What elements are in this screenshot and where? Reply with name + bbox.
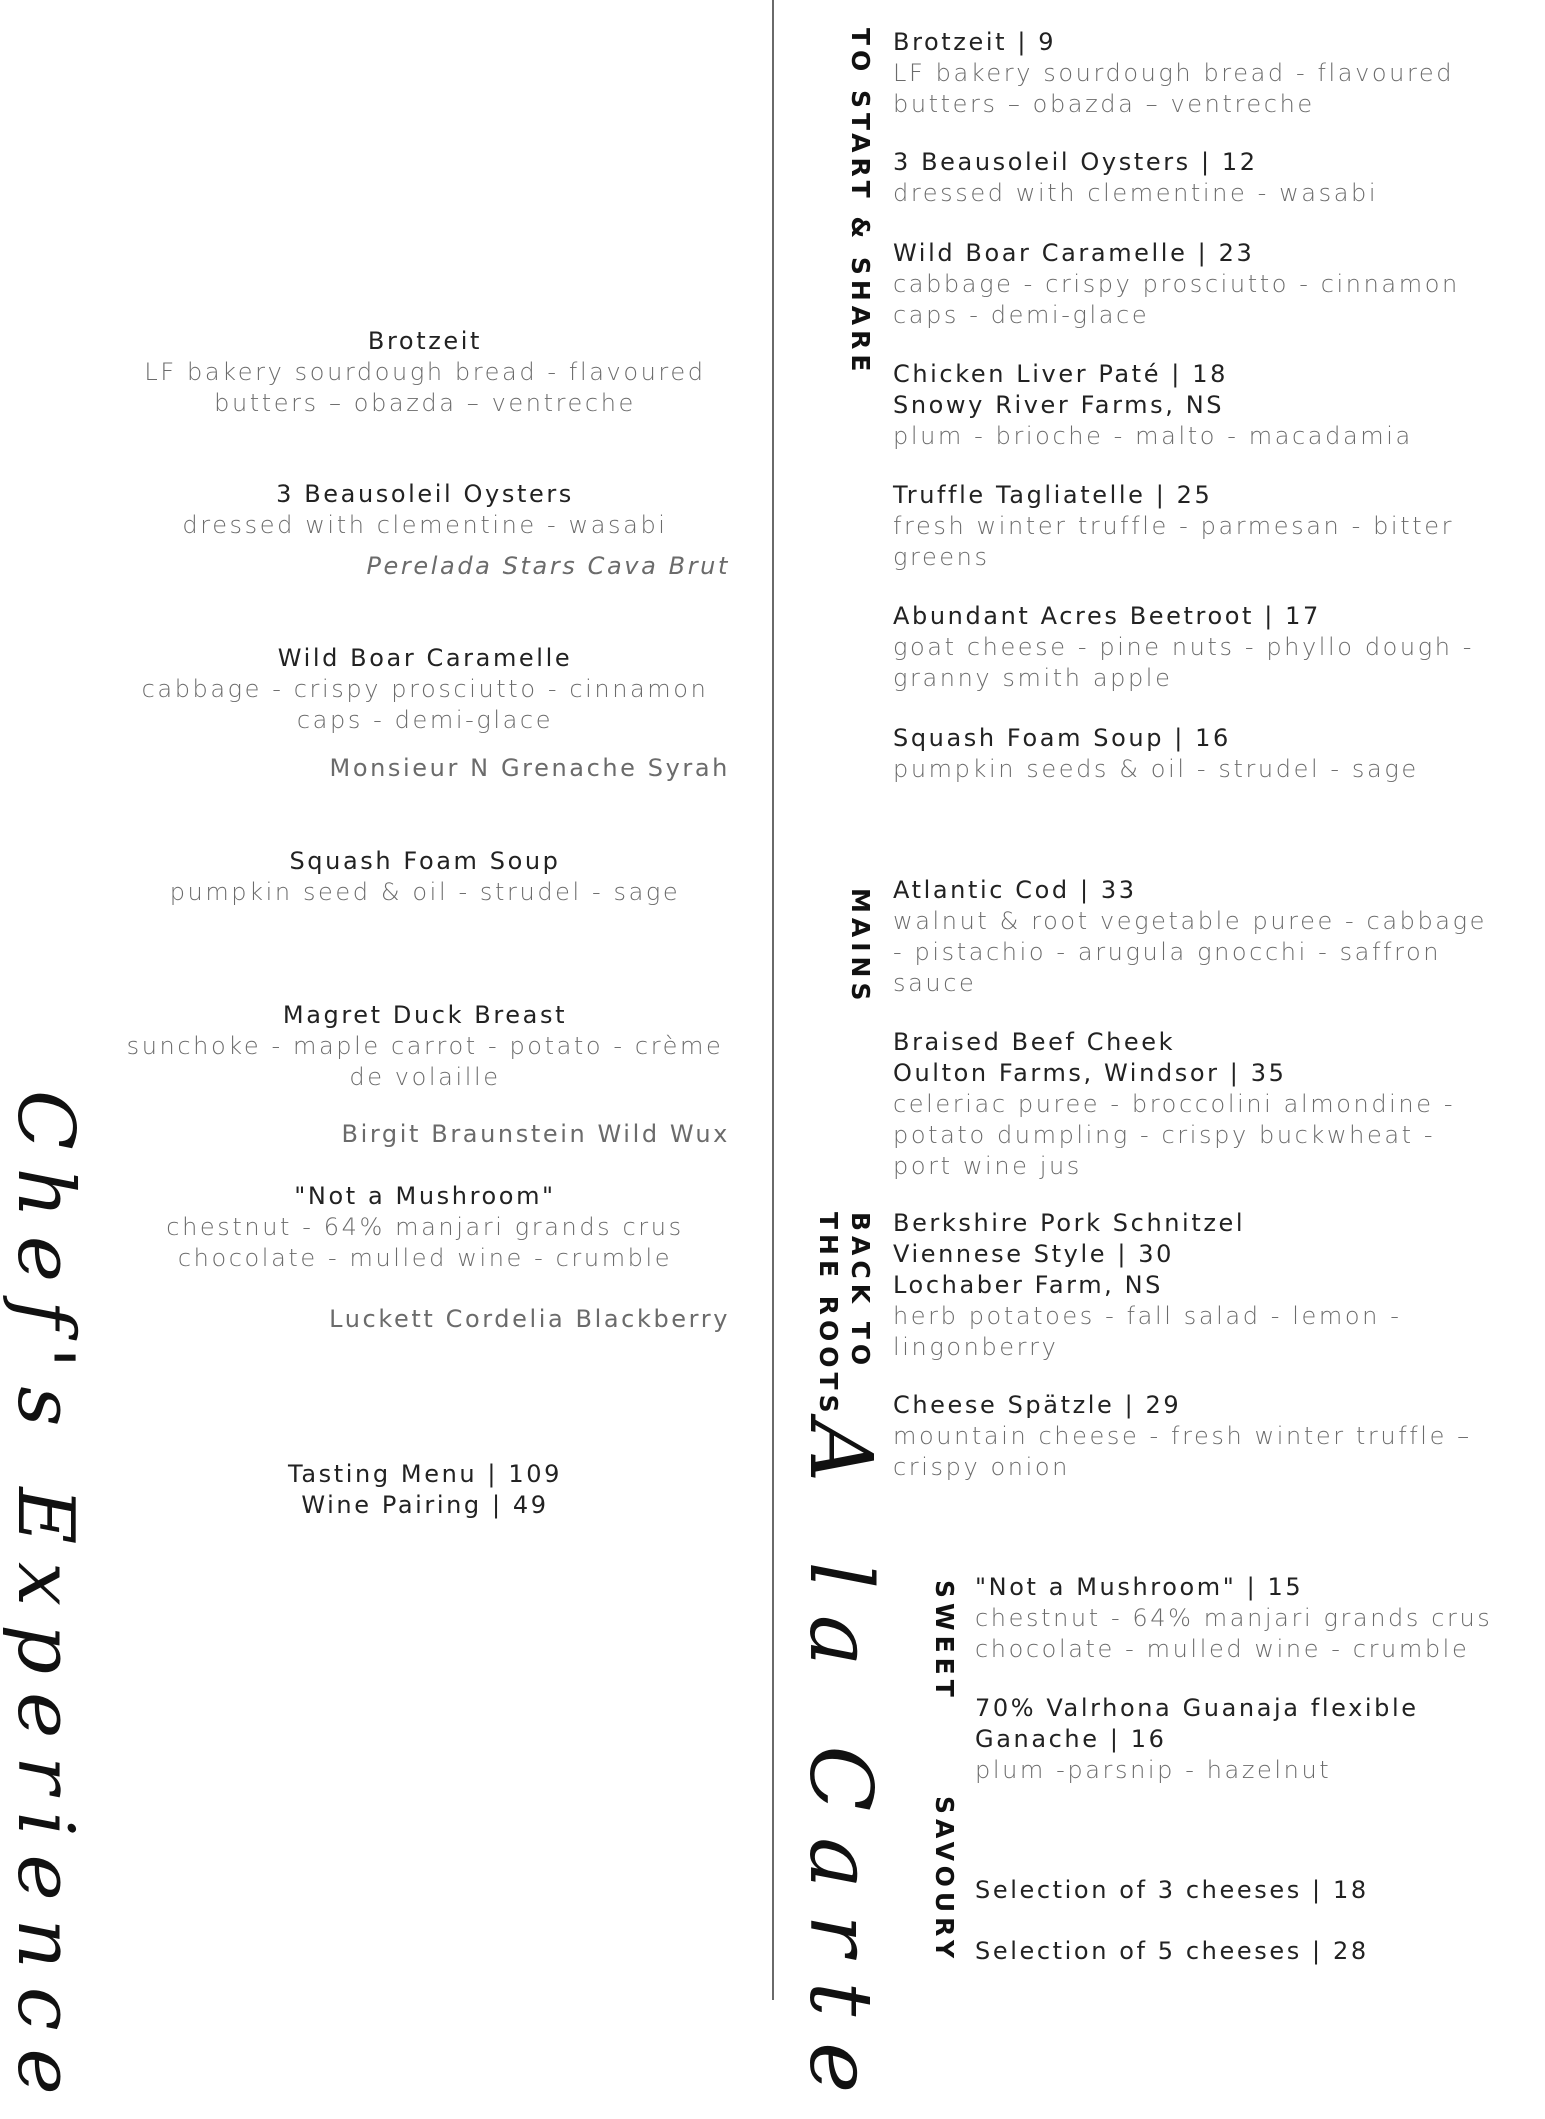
item-name: Truffle Tagliatelle | 25 [893, 481, 1213, 509]
menu-item-3-cheeses [975, 1875, 1545, 1906]
wine-pairing-duck: Birgit Braunstein Wild Wux [341, 1120, 730, 1148]
course-name: Wild Boar Caramelle [277, 644, 573, 672]
course-name: Squash Foam Soup [289, 847, 561, 875]
menu-item-wild-boar-caramelle [893, 238, 1493, 331]
item-name: Atlantic Cod | 33 [893, 876, 1137, 904]
item-desc-line: fresh winter truffle - parmesan - bitter [893, 512, 1455, 540]
item-name: Chicken Liver Paté | 18 [893, 360, 1228, 388]
tasting-course-brotzeit [120, 326, 730, 419]
course-desc-line: chestnut - 64% manjari grands crus [166, 1213, 684, 1241]
item-name: Berkshire Pork Schnitzel [893, 1209, 1246, 1237]
item-desc-line: pumpkin seeds & oil - strudel - sage [893, 755, 1419, 783]
item-name: Ganache | 16 [975, 1725, 1167, 1753]
course-name: Brotzeit [367, 327, 483, 355]
item-name: Viennese Style | 30 [893, 1240, 1174, 1268]
section-label-back-to-the-roots [812, 1212, 876, 1418]
item-name: Snowy River Farms, NS [893, 391, 1225, 419]
item-name: Cheese Spätzle | 29 [893, 1391, 1182, 1419]
menu-item-cheese-spatzle [893, 1390, 1493, 1483]
menu-item-beetroot [893, 601, 1493, 694]
item-desc-line: granny smith apple [893, 664, 1173, 692]
course-desc-line: dressed with clementine - wasabi [182, 511, 668, 539]
wine-pairing-dessert: Luckett Cordelia Blackberry [329, 1305, 730, 1333]
course-desc-line: sunchoke - maple carrot - potato - crème [126, 1032, 724, 1060]
menu-item-brotzeit [893, 27, 1493, 120]
section-label-line: BACK TO [846, 1212, 875, 1371]
section-label-mains: MAINS [846, 888, 875, 1006]
tasting-menu-price: Tasting Menu | 109 [288, 1460, 562, 1488]
item-desc-line: dressed with clementine - wasabi [893, 179, 1379, 207]
course-desc-line: butters – obazda – ventreche [214, 389, 636, 417]
menu-item-braised-beef-cheek [893, 1027, 1493, 1182]
item-desc-line: LF bakery sourdough bread - flavoured [893, 59, 1455, 87]
course-desc-line: de volaille [349, 1063, 501, 1091]
menu-item-chicken-liver-pate [893, 359, 1493, 452]
item-name: Abundant Acres Beetroot | 17 [893, 602, 1321, 630]
item-desc-line: mountain cheese - fresh winter truffle – [893, 1422, 1472, 1450]
menu-item-not-a-mushroom [975, 1572, 1545, 1665]
item-desc-line: celeriac puree - broccolini almondine - [893, 1090, 1456, 1118]
item-desc-line: chestnut - 64% manjari grands crus [975, 1604, 1493, 1632]
course-desc-line: LF bakery sourdough bread - flavoured [144, 358, 706, 386]
section-label-line: THE ROOTS [814, 1212, 843, 1418]
tasting-course-caramelle [120, 643, 730, 736]
item-desc-line: plum - brioche - malto - macadamia [893, 422, 1413, 450]
item-name: "Not a Mushroom" | 15 [975, 1573, 1304, 1601]
course-desc-line: chocolate - mulled wine - crumble [177, 1244, 673, 1272]
menu-item-oysters [893, 147, 1493, 209]
item-name: Lochaber Farm, NS [893, 1271, 1164, 1299]
column-divider [772, 0, 774, 2000]
item-name: Squash Foam Soup | 16 [893, 724, 1231, 752]
item-desc-line: herb potatoes - fall salad - lemon - [893, 1302, 1402, 1330]
item-desc-line: crispy onion [893, 1453, 1070, 1481]
item-name: Selection of 5 cheeses | 28 [975, 1937, 1369, 1965]
menu-item-atlantic-cod [893, 875, 1493, 999]
menu-item-truffle-tagliatelle [893, 480, 1493, 573]
tasting-course-oysters [120, 479, 730, 541]
a-la-carte-title: A la Carte [790, 1420, 890, 2119]
item-desc-line: caps - demi-glace [893, 301, 1150, 329]
item-name: Brotzeit | 9 [893, 28, 1057, 56]
section-label-savoury: SAVOURY [930, 1796, 959, 1964]
item-desc-line: butters – obazda – ventreche [893, 90, 1315, 118]
item-desc-line: goat cheese - pine nuts - phyllo dough - [893, 633, 1475, 661]
item-desc-line: cabbage - crispy prosciutto - cinnamon [893, 270, 1460, 298]
chefs-experience-title: Chef's Experience [0, 1090, 90, 2113]
course-desc-line: cabbage - crispy prosciutto - cinnamon [141, 675, 709, 703]
menu-item-5-cheeses [975, 1936, 1545, 1967]
item-desc-line: - pistachio - arugula gnocchi - saffron [893, 938, 1442, 966]
item-desc-line: plum -parsnip - hazelnut [975, 1756, 1332, 1784]
item-desc-line: port wine jus [893, 1152, 1082, 1180]
item-desc-line: potato dumpling - crispy buckwheat - [893, 1121, 1436, 1149]
item-desc-line: greens [893, 543, 990, 571]
item-desc-line: lingonberry [893, 1333, 1059, 1361]
item-name: 3 Beausoleil Oysters | 12 [893, 148, 1258, 176]
item-name: Braised Beef Cheek [893, 1028, 1176, 1056]
item-name: Selection of 3 cheeses | 18 [975, 1876, 1369, 1904]
section-label-sweet: SWEET [930, 1580, 959, 1702]
wine-pairing-oysters: Perelada Stars Cava Brut [366, 552, 730, 580]
course-desc-line: pumpkin seed & oil - strudel - sage [169, 878, 681, 906]
menu-item-pork-schnitzel [893, 1208, 1493, 1363]
section-label-to-start-and-share: TO START & SHARE [846, 28, 875, 377]
item-desc-line: chocolate - mulled wine - crumble [975, 1635, 1470, 1663]
course-name: Magret Duck Breast [282, 1001, 568, 1029]
item-name: Wild Boar Caramelle | 23 [893, 239, 1255, 267]
item-name: 70% Valrhona Guanaja flexible [975, 1694, 1419, 1722]
tasting-course-duck-breast [120, 1000, 730, 1093]
wine-pairing-caramelle: Monsieur N Grenache Syrah [329, 754, 730, 782]
course-name: "Not a Mushroom" [294, 1182, 556, 1210]
item-desc-line: walnut & root vegetable puree - cabbage [893, 907, 1487, 935]
course-desc-line: caps - demi-glace [296, 706, 554, 734]
menu-item-valrhona-ganache [975, 1693, 1545, 1786]
item-name: Oulton Farms, Windsor | 35 [893, 1059, 1287, 1087]
menu-item-squash-foam-soup [893, 723, 1493, 785]
course-name: 3 Beausoleil Oysters [276, 480, 574, 508]
wine-pairing-price: Wine Pairing | 49 [301, 1491, 549, 1519]
tasting-course-not-a-mushroom [120, 1181, 730, 1274]
tasting-course-squash-soup [120, 846, 730, 908]
item-desc-line: sauce [893, 969, 977, 997]
